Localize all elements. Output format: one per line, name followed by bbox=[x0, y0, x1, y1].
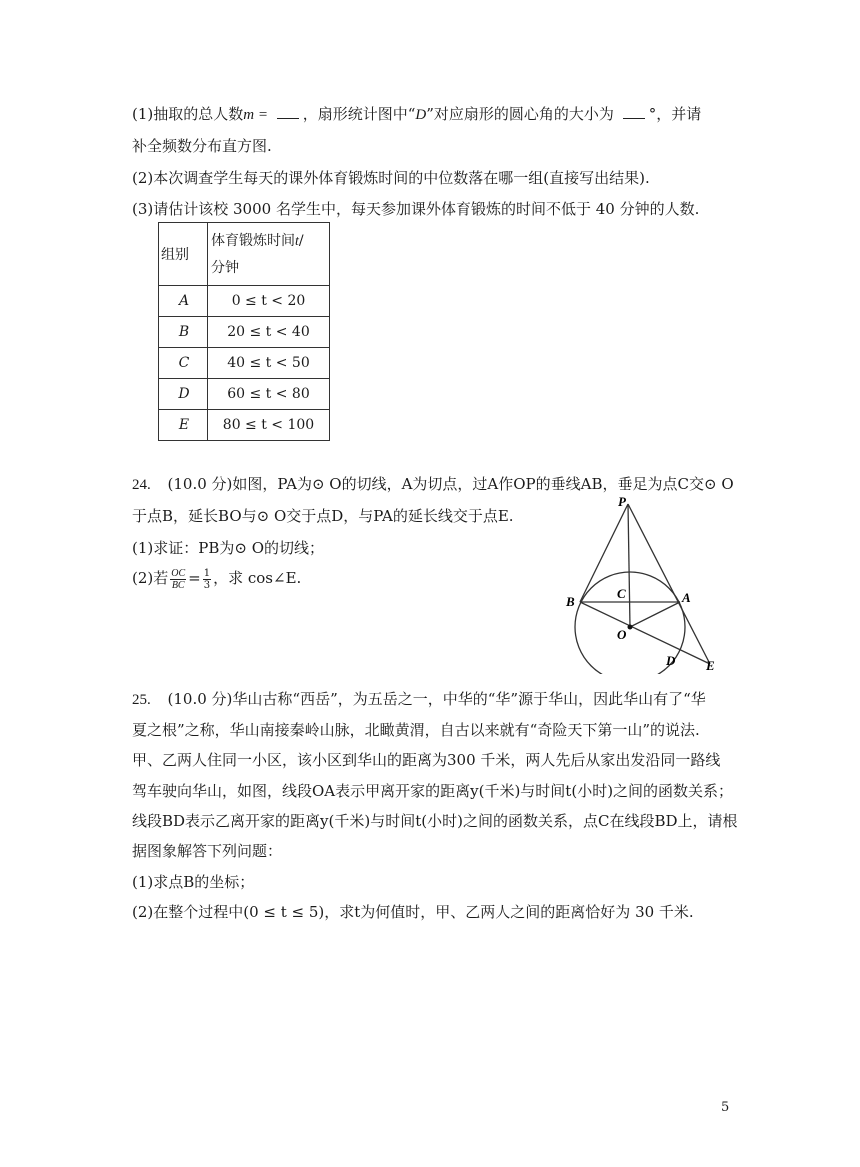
q25-score: (10.0 分) bbox=[167, 690, 233, 708]
q25-line5: 线段BD表示乙离开家的距离y(千米)与时间t(小时)之间的函数关系，点C在线段BD上，请根 bbox=[132, 812, 738, 830]
q24-line2: 于点B，延长BO与⊙ O交于点D，与PA的延长线交于点E. bbox=[132, 507, 514, 525]
segment-ao bbox=[630, 602, 680, 627]
group-label: D bbox=[159, 379, 208, 410]
answer-blank-m[interactable] bbox=[277, 104, 299, 119]
q25-text-1: 华山古称“西岳”，为五岳之一，中华的“华”源于华山，因此华山有了“华 bbox=[232, 690, 706, 708]
q25-part2: (2)在整个过程中(0 ≤ t ≤ 5)，求t为何值时，甲、乙两人之间的距离恰好为 30 千米. bbox=[132, 903, 694, 921]
label-b: B bbox=[566, 594, 575, 609]
geometry-figure bbox=[560, 494, 730, 674]
header-time-slash: / bbox=[298, 232, 304, 249]
q23-part1-D: D bbox=[415, 107, 427, 123]
q23-part3: (3)请估计该校 3000 名学生中，每天参加课外体育锻炼的时间不低于 40 分钟的人数. bbox=[132, 200, 700, 218]
label-e: E bbox=[706, 658, 715, 673]
q24-equals: = bbox=[188, 569, 201, 587]
time-range: 20 ≤ t < 40 bbox=[208, 317, 330, 348]
header-time bbox=[208, 223, 330, 286]
header-time-a: 体育锻炼时间 bbox=[211, 232, 295, 249]
table-header-row bbox=[159, 223, 330, 286]
exercise-time-table bbox=[158, 222, 330, 441]
q24-text-4c: ，求 cos∠E. bbox=[213, 569, 302, 587]
fraction-denominator: BC bbox=[171, 579, 185, 591]
time-range: 80 ≤ t < 100 bbox=[208, 410, 330, 441]
q23-part1-m-eq: m = bbox=[243, 107, 268, 123]
q24-text-4a: (2)若 bbox=[132, 569, 169, 587]
fraction-numerator: OC bbox=[171, 567, 186, 579]
segment-po bbox=[628, 504, 630, 627]
table-row bbox=[159, 379, 330, 410]
header-time-unit: 分钟 bbox=[211, 259, 239, 276]
q25-line1 bbox=[132, 689, 706, 710]
q25-part1: (1)求点B的坐标； bbox=[132, 873, 255, 891]
group-label: A bbox=[159, 286, 208, 317]
segment-be bbox=[580, 602, 710, 664]
label-d: D bbox=[666, 653, 676, 668]
time-range: 60 ≤ t < 80 bbox=[208, 379, 330, 410]
q23-part1-text-b: ，扇形统计图中“ bbox=[302, 105, 416, 123]
q24-score: (10.0 分) bbox=[167, 475, 233, 493]
time-range: 40 ≤ t < 50 bbox=[208, 348, 330, 379]
fraction-one-third bbox=[203, 568, 211, 591]
q24-line1 bbox=[132, 474, 734, 495]
header-time-t: t bbox=[295, 233, 299, 249]
q24-line4 bbox=[132, 566, 301, 591]
q24-number: 24. bbox=[132, 477, 151, 493]
label-o: O bbox=[617, 627, 627, 642]
page-number: 5 bbox=[721, 1100, 730, 1115]
answer-blank-angle[interactable] bbox=[623, 104, 645, 119]
q25-line4: 驾车驶向华山，如图，线段OA表示甲离开家的距离y(千米)与时间t(小时)之间的函数关系； bbox=[132, 782, 734, 800]
q23-part1-text-a: (1)抽取的总人数 bbox=[132, 105, 244, 123]
q23-part1-line2: 补全频数分布直方图. bbox=[132, 137, 272, 155]
q23-part1-text-d: °，并请 bbox=[648, 105, 702, 123]
q25-line3: 甲、乙两人住同一小区，该小区到华山的距离为300 千米，两人先后从家出发沿同一路线 bbox=[132, 751, 721, 769]
table-row bbox=[159, 286, 330, 317]
fraction-numerator: 1 bbox=[203, 567, 211, 579]
group-label: B bbox=[159, 317, 208, 348]
group-label: C bbox=[159, 348, 208, 379]
q24-text-1: 如图，PA为⊙ O的切线，A为切点，过A作OP的垂线AB，垂足为点C交⊙ O bbox=[232, 475, 734, 493]
segment-pe bbox=[628, 504, 710, 664]
group-label: E bbox=[159, 410, 208, 441]
table-row bbox=[159, 348, 330, 379]
q25-line2: 夏之根”之称，华山南接秦岭山脉，北瞰黄渭，自古以来就有“奇险天下第一山”的说法. bbox=[132, 721, 700, 739]
table-row bbox=[159, 410, 330, 441]
label-c: C bbox=[617, 586, 626, 601]
fraction-oc-bc bbox=[170, 568, 186, 591]
q25-number: 25. bbox=[132, 692, 151, 708]
center-point-o bbox=[628, 625, 633, 630]
fraction-denominator: 3 bbox=[203, 579, 211, 591]
q25-line6: 据图象解答下列问题： bbox=[132, 842, 283, 860]
q23-part2: (2)本次调查学生每天的课外体育锻炼时间的中位数落在哪一组(直接写出结果). bbox=[132, 169, 650, 187]
time-range: 0 ≤ t < 20 bbox=[208, 286, 330, 317]
table-row bbox=[159, 317, 330, 348]
label-a: A bbox=[682, 590, 691, 605]
label-p: P bbox=[618, 494, 626, 509]
q24-line3: (1)求证：PB为⊙ O的切线； bbox=[132, 539, 324, 557]
header-group: 组别 bbox=[159, 223, 208, 286]
q23-part1-line1 bbox=[132, 104, 701, 125]
q23-part1-text-c: ”对应扇形的圆心角的大小为 bbox=[426, 105, 614, 123]
